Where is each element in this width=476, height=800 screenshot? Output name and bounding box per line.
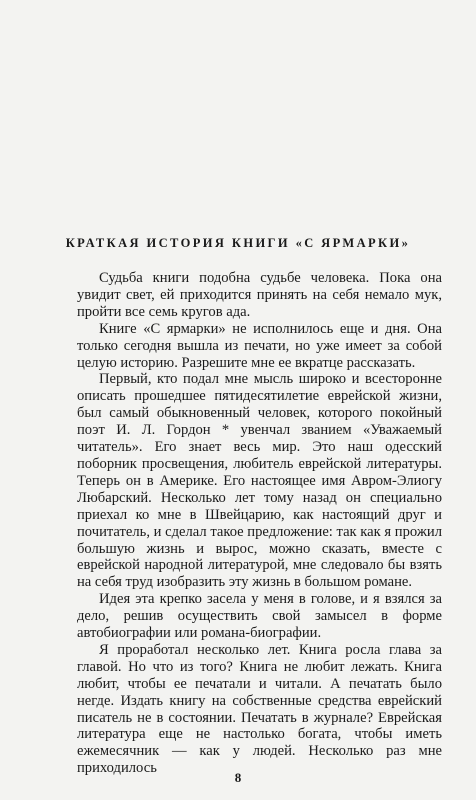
paragraph: Идея эта крепко засела у меня в голове, и я взялся за дело, решив осуществить свой замысел в форме автобиографии или романа-биографии. bbox=[77, 591, 442, 642]
chapter-title: КРАТКАЯ ИСТОРИЯ КНИГИ «С ЯРМАРКИ» bbox=[65, 236, 411, 250]
paragraph: Первый, кто подал мне мысль широко и всесторонне описать прошедшее пятидесятилетие еврейской жизни, был самый обыкновенный человек, которого покойный поэт И. Л. Гордон * увенчал званием «Уважаемый читатель». Его знает весь мир. Это наш одесский поборник просвещения, любитель еврейской литературы. Теперь он в Америке. Его настоящее имя Авром-Элиогу Любарский. Несколько лет тому назад он специально приехал ко мне в Швейцарию, как настоящий друг и почитатель, и сделал такое предложение: так как я прожил большую жизнь и вырос, можно сказать, вместе с еврейской народной литературой, мне следовало бы взять на себя труд изобразить эту жизнь в большом романе. bbox=[77, 371, 442, 591]
paragraph: Судьба книги подобна судьбе человека. Пока она увидит свет, ей приходится принять на себя немало мук, пройти все семь кругов ада. bbox=[77, 270, 442, 320]
page-number: 8 bbox=[234, 770, 242, 785]
paragraph: Я проработал несколько лет. Книга росла глава за главой. Но что из того? Книга не любит лежать. Книга любит, чтобы ее печатали и читали. А печатать было негде. Издать книгу на собственные средства еврейский писатель не в состоянии. Печатать в журнале? Еврейская литература еще не настолько богата, чтобы иметь ежемесячник — как у людей. Несколько раз мне приходилось bbox=[77, 641, 442, 777]
body-text bbox=[77, 270, 442, 777]
paragraph: Книге «С ярмарки» не исполнилось еще и дня. Она только сегодня вышла из печати, но уже имеет за собой целую историю. Разрешите мне ее вкратце рассказать. bbox=[77, 320, 442, 371]
